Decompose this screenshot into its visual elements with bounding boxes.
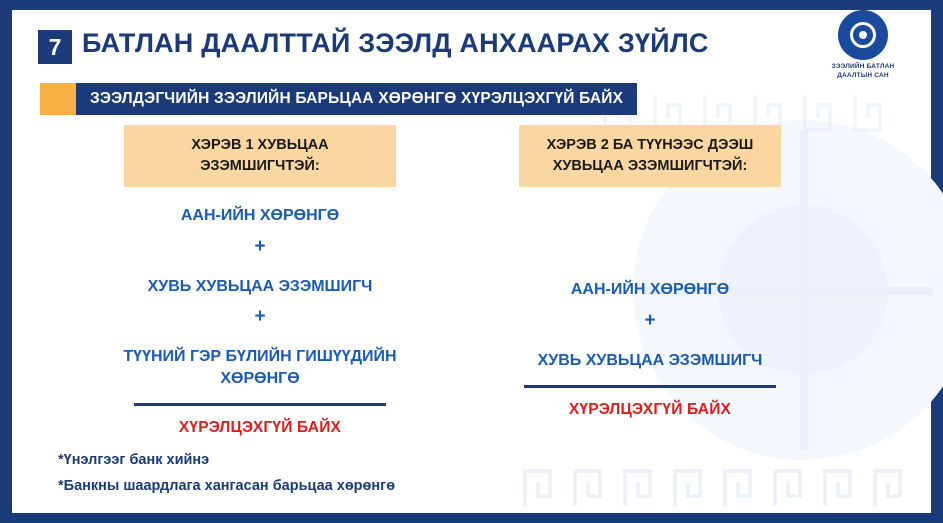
slide-border-bottom [0, 513, 943, 523]
column-one-plus-1: + [254, 235, 266, 257]
column-one-item-2: ХУВЬ ХУВЬЦАА ЭЗЭМШИГЧ [147, 277, 373, 295]
footnote-2: *Банкны шаардлага хангасан барьцаа хөрөнгө [58, 477, 396, 494]
background-vertical-band-decoration [800, 130, 808, 450]
slide-border-top [0, 0, 943, 10]
column-two-item-1: ААН-ИЙН ХӨРӨНГӨ [570, 281, 730, 299]
column-two-item-2: ХУВЬ ХУВЬЦАА ЭЗЭМШИГЧ [537, 351, 763, 369]
logo-text-line2: ДААЛТЫН САН [837, 71, 889, 79]
footnote-1: *Үнэлгээг банк хийнэ [58, 452, 210, 469]
logo-text-line1: ЗЭЭЛИЙН БАТЛАН [831, 63, 895, 70]
column-one-heading: ХЭРЭВ 1 ХУВЬЦАА ЭЗЭМШИГЧТЭЙ: [124, 125, 396, 187]
column-one-shareholder [110, 125, 410, 437]
subtitle-text: ЗЭЭЛДЭГЧИЙН ЗЭЭЛИЙН БАРЬЦАА ХӨРӨНГӨ ХҮРЭЛЦЭХГҮЙ БАЙХ [76, 83, 637, 115]
column-one-plus-2: + [254, 306, 266, 328]
column-two-plus-1: + [644, 309, 656, 331]
column-one-result: ХҮРЭЛЦЭХГҮЙ БАЙХ [178, 419, 342, 437]
page-title: БАТЛАН ДААЛТТАЙ ЗЭЭЛД АНХААРАХ ЗҮЙЛС [82, 28, 709, 58]
footnotes [58, 448, 395, 499]
slide-header [12, 10, 931, 78]
deposit-insurance-emblem-icon [838, 10, 888, 60]
column-one-item-1: ААН-ИЙН ХӨРӨНГӨ [180, 207, 340, 225]
column-two-result: ХҮРЭЛЦЭХГҮЙ БАЙХ [568, 401, 732, 419]
column-two-shareholders [500, 125, 800, 419]
column-one-divider [134, 403, 386, 406]
slide-number-badge: 7 [38, 30, 72, 64]
column-two-spacer [500, 187, 800, 261]
subtitle-accent-marker [40, 83, 76, 115]
column-two-divider [524, 385, 776, 388]
slide-border-left [0, 0, 12, 523]
organization-logo [809, 10, 917, 86]
column-one-item-3: ТҮҮНИЙ ГЭР БҮЛИЙН ГИШҮҮДИЙН ХӨРӨНГӨ [123, 348, 397, 387]
greek-key-pattern-bottom-icon [520, 451, 930, 511]
column-two-heading: ХЭРЭВ 2 БА ТҮҮНЭЭС ДЭЭШ ХУВЬЦАА ЭЗЭМШИГЧТЭЙ: [519, 125, 781, 187]
subtitle-banner [40, 83, 637, 115]
logo-text [809, 63, 917, 81]
